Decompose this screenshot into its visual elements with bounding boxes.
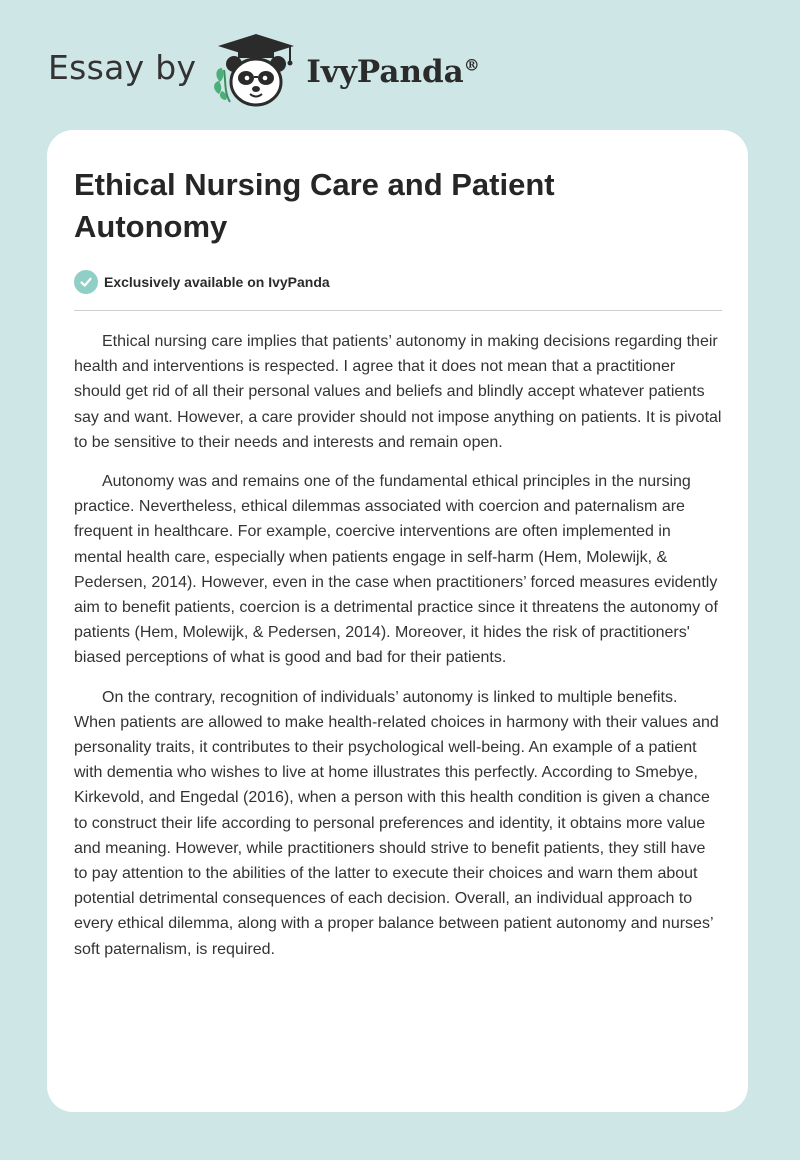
check-icon: [74, 270, 98, 294]
exclusive-badge-label: Exclusively available on IvyPanda: [104, 274, 330, 290]
site-header: [48, 30, 480, 110]
exclusive-badge: [74, 270, 722, 294]
article-body: [74, 329, 722, 962]
paragraph: Autonomy was and remains one of the fundamental ethical principles in the nursing practice. Nevertheless, ethical dilemmas associated with coercion and paternalism are frequent in healthcare. For example, coercive interventions are often implemented in mental health care, especially when patients engage in self-harm (Hem, Molewijk, & Pedersen, 2014). However, even in the case when practitioners’ forced measures evidently aim to benefit patients, coercion is a detrimental practice since it threatens the autonomy of patients (Hem, Molewijk, & Pedersen, 2014). Moreover, it hides the risk of practitioners' biased perceptions of what is good and bad for their patients.: [74, 473, 718, 667]
paragraph: Ethical nursing care implies that patients’ autonomy in making decisions regarding their health and interventions is respected. I agree that it does not mean that a practitioner should get rid of all their personal values and beliefs and blindly accept whatever patients say and want. However, a care provider should not impose anything on patients. It is pivotal to be sensitive to their needs and interests and remain open.: [74, 333, 722, 451]
panda-graduate-icon: [210, 30, 302, 110]
divider: [74, 310, 722, 311]
article-card: [47, 130, 748, 1112]
page-title: Ethical Nursing Care and Patient Autonomy: [74, 167, 555, 244]
essay-by-label: Essay by: [48, 47, 197, 87]
paragraph: On the contrary, recognition of individuals’ autonomy is linked to multiple benefits. When patients are allowed to make health-related choices in harmony with their values and personality traits, it contributes to their psychological well-being. An example of a patient with dementia who wishes to live at home illustrates this perfectly. According to Smebye, Kirkevold, and Engedal (2016), when a person with this health condition is given a chance to construct their life according to personal preferences and identity, it obtains more value and meaning. However, while practitioners should strive to benefit patients, they still have to pay attention to the abilities of the latter to execute their choices and warn them about potential detrimental consequences of each decision. Overall, an individual approach to every ethical dilemma, along with a proper balance between patient autonomy and nurses’ soft paternalism, is required.: [74, 688, 719, 958]
brand-name: IvyPanda®: [306, 54, 480, 90]
